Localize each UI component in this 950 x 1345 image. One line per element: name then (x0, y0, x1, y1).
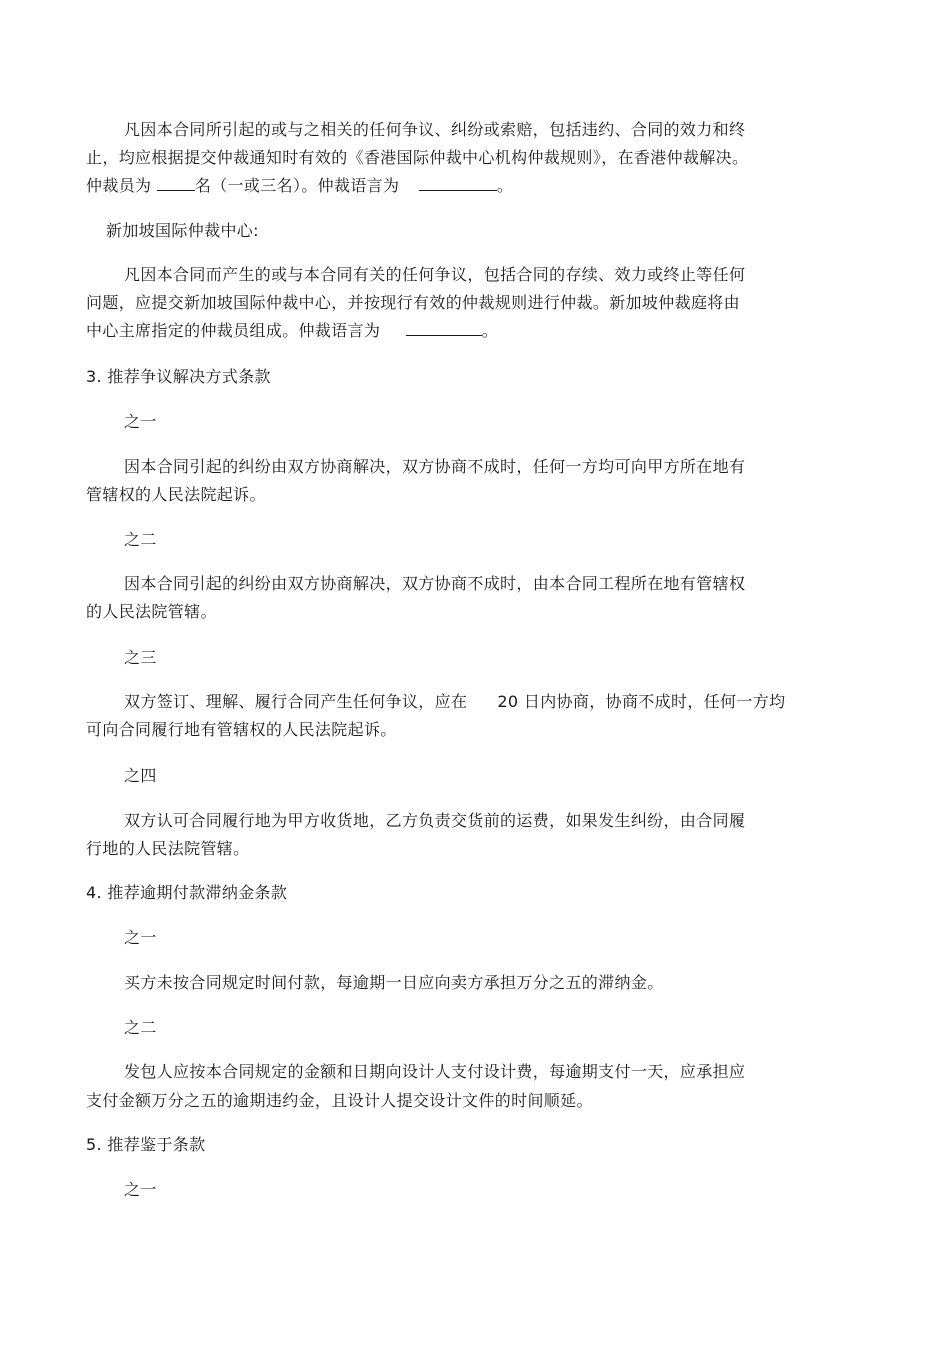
hk-clause-line-3 (86, 176, 513, 196)
s3-option-4-line-2: 行地的人民法院管辖。 (86, 839, 250, 858)
s5-option-1-label: 之一 (124, 1180, 157, 1199)
s4-option-2-line-1: 发包人应按本合同规定的金额和日期向设计人支付设计费，每逾期支付一天，应承担应 (124, 1062, 746, 1081)
section-4-title: 4. 推荐逾期付款滞纳金条款 (86, 883, 288, 902)
sg-heading: 新加坡国际仲裁中心: (106, 221, 259, 240)
s3-option-4-label: 之四 (124, 766, 157, 785)
sg-clause-line-2: 问题，应提交新加坡国际仲裁中心，并按现行有效的仲裁规则进行仲裁。新加坡仲裁庭将由 (86, 293, 741, 312)
s3-option-2-line-2: 的人民法院管辖。 (86, 602, 217, 621)
sg-clause-line-1: 凡因本合同而产生的或与本合同有关的任何争议，包括合同的存续、效力或终止等任何 (124, 265, 746, 284)
s3-option-1-line-2: 管辖权的人民法院起诉。 (86, 485, 266, 504)
hk-language-blank (419, 176, 497, 191)
hk-clause-line-2: 止，均应根据提交仲裁通知时有效的《香港国际仲裁中心机构仲裁规则》，在香港仲裁解决。 (86, 148, 749, 167)
sg-clause-line-3 (86, 321, 498, 341)
s4-option-2-label: 之二 (124, 1018, 157, 1037)
s3-option-3-line-1a: 双方签订、理解、履行合同产生任何争议，应在 (124, 692, 468, 711)
hk-language-label: 名（一或三名）。仲裁语言为 (194, 176, 400, 195)
s3-option-4-line-1: 双方认可合同履行地为甲方收货地，乙方负责交货前的运费，如果发生纠纷，由合同履 (124, 811, 746, 830)
sg-period: 。 (481, 321, 499, 340)
s3-option-3-line-2: 可向合同履行地有管辖权的人民法院起诉。 (86, 720, 397, 739)
s3-option-3-line-1 (124, 692, 785, 712)
s3-option-2-line-1: 因本合同引起的纠纷由双方协商解决，双方协商不成时，由本合同工程所在地有管辖权 (124, 574, 746, 593)
section-3-title: 3. 推荐争议解决方式条款 (86, 367, 271, 386)
s3-option-3-line-1b: 20 日内协商，协商不成时，任何一方均 (497, 692, 786, 711)
s3-option-2-label: 之二 (124, 530, 157, 549)
sg-language-label: 中心主席指定的仲裁员组成。仲裁语言为 (86, 321, 381, 340)
s3-option-3-label: 之三 (124, 648, 157, 667)
sg-language-blank (406, 321, 482, 336)
arbitrator-count-blank (157, 176, 195, 191)
hk-period: 。 (496, 176, 514, 195)
s4-option-2-line-2: 支付金额万分之五的逾期违约金，且设计人提交设计文件的时间顺延。 (86, 1091, 593, 1110)
s4-option-1-line-1: 买方未按合同规定时间付款，每逾期一日应向卖方承担万分之五的滞纳金。 (124, 973, 664, 992)
s4-option-1-label: 之一 (124, 928, 157, 947)
s3-option-1-label: 之一 (124, 412, 157, 431)
hk-clause-line-1: 凡因本合同所引起的或与之相关的任何争议、纠纷或索赔，包括违约、合同的效力和终 (124, 120, 746, 139)
s3-option-1-line-1: 因本合同引起的纠纷由双方协商解决，双方协商不成时，任何一方均可向甲方所在地有 (124, 457, 746, 476)
hk-arbitrator-label: 仲裁员为 (86, 176, 152, 195)
section-5-title: 5. 推荐鉴于条款 (86, 1135, 206, 1154)
